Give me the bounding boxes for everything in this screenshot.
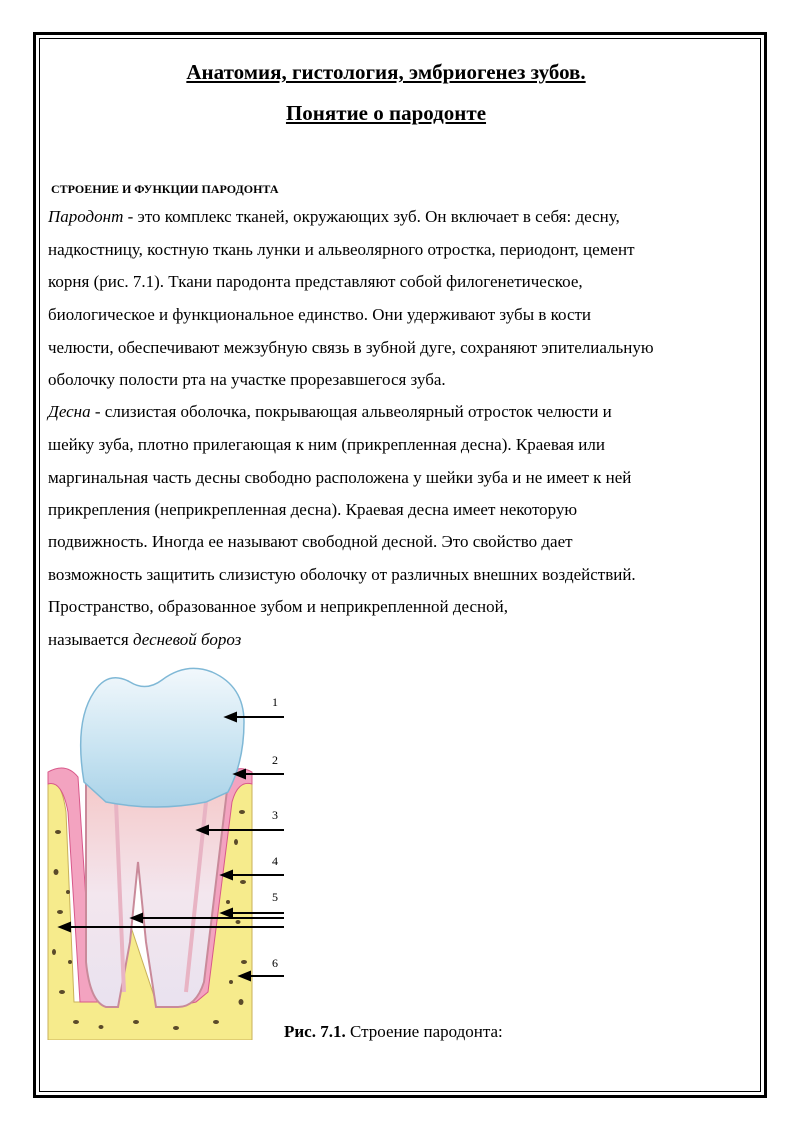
caption-number: Рис. 7.1.: [284, 1022, 346, 1041]
paragraph-line: прикрепления (неприкрепленная десна). Краевая десна имеет некоторую: [48, 500, 578, 519]
paragraph-line: корня (рис. 7.1). Ткани пародонта представляют собой филогенетическое,: [48, 272, 583, 291]
tooth-periodontium-figure: [46, 662, 290, 1040]
paragraph-line: оболочку полости рта на участке прорезавшегося зуба.: [48, 370, 446, 389]
page-subtitle: Понятие о пародонте: [285, 101, 487, 125]
paragraph-line: подвижность. Иногда ее называют свободной десной. Это свойство дает: [48, 532, 573, 551]
paragraph-line: возможность защитить слизистую оболочку от различных внешних воздействий.: [48, 565, 636, 584]
page-title: Анатомия, гистология, эмбриогенез зубов.: [186, 60, 586, 84]
figure-label-2: 2: [272, 753, 278, 767]
figure-label-4: 4: [272, 854, 278, 868]
caption-text: Строение пародонта:: [345, 1022, 503, 1041]
section-heading: СТРОЕНИЕ И ФУНКЦИИ ПАРОДОНТА: [51, 182, 279, 196]
figure-label-3: 3: [272, 808, 278, 822]
paragraph-line: маргинальная часть десны свободно расположена у шейки зуба и не имеет к ней: [48, 468, 632, 487]
paragraph-line: шейку зуба, плотно прилегающая к ним (прикрепленная десна). Краевая или: [48, 435, 605, 454]
paragraph-line: [48, 207, 620, 227]
figure-label-5: 5: [272, 890, 278, 904]
figure-label-1: 1: [272, 695, 278, 709]
text-span: называется: [48, 630, 133, 649]
paragraph-line: челюсти, обеспечивают межзубную связь в зубной дуге, сохраняют эпителиальную: [48, 338, 654, 357]
figure-caption: [284, 1022, 503, 1042]
paragraph-line: надкостницу, костную ткань лунки и альвеолярного отростка, периодонт, цемент: [48, 240, 635, 259]
term-parodont: Пародонт: [48, 207, 124, 226]
paragraph-line: [48, 630, 241, 650]
text-span: - это комплекс тканей, окружающих зуб. Он включает в себя: десну,: [123, 207, 620, 226]
paragraph-line: биологическое и функциональное единство. Они удерживают зубы в кости: [48, 305, 592, 324]
paragraph-line: Пространство, образованное зубом и неприкрепленной десной,: [48, 597, 509, 616]
paragraph-line: [48, 402, 612, 422]
figure-label-6: 6: [272, 956, 278, 970]
term-desna: Десна: [48, 402, 91, 421]
tooth-crown: [81, 668, 244, 807]
text-span: - слизистая оболочка, покрывающая альвеолярный отросток челюсти и: [90, 402, 612, 421]
term-desnevaya-boroz: десневой бороз: [132, 630, 242, 649]
